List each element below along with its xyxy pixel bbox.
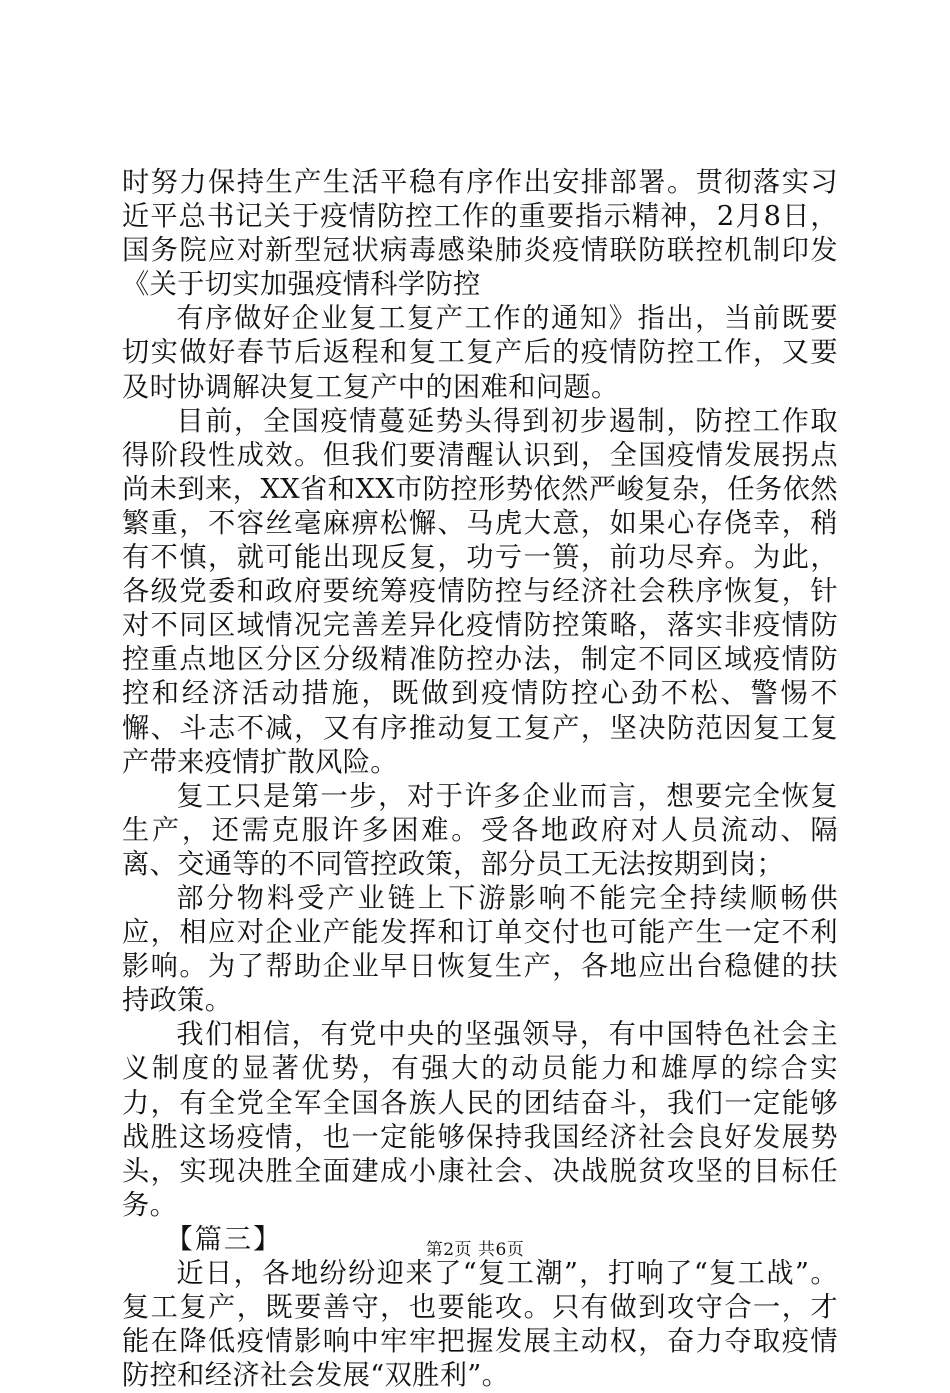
paragraph-continuation: 时努力保持生产生活平稳有序作出安排部署。贯彻落实习近平总书记关于疫情防控工作的重要指示精神，2月8日，国务院应对新型冠状病毒感染肺炎疫情联防联控机制印发《关于切实加强疫情科学防控 (122, 167, 838, 301)
paragraph-notice: 有序做好企业复工复产工作的通知》指出，当前既要切实做好春节后返程和复工复产后的疫情防控工作，又要及时协调解决复工复产中的困难和问题。 (122, 303, 838, 403)
paragraph-supply-chain: 部分物料受产业链上下游影响不能完全持续顺畅供应，相应对企业产能发挥和订单交付也可能产生一定不利影响。为了帮助企业早日恢复生产，各地应出台稳健的扶持政策。 (122, 882, 838, 1017)
page-number-footer: 第2页 共6页 (425, 1240, 525, 1260)
document-body (122, 166, 838, 1393)
paragraph-resumption-wave: 近日，各地纷纷迎来了“复工潮”，打响了“复工战”。复工复产，既要善守，也要能攻。只有做到攻守合一，才能在降低疫情影响中牢牢把握发展主动权，奋力夺取疫情防控和经济社会发展“双胜利”。 (122, 1258, 838, 1392)
paragraph-confidence: 我们相信，有党中央的坚强领导，有中国特色社会主义制度的显著优势，有强大的动员能力和雄厚的综合实力，有全党全军全国各族人民的团结奋斗，我们一定能够战胜这场疫情，也一定能够保持我国经济社会良好发展势头，实现决胜全面建成小康社会、决战脱贫攻坚的目标任务。 (122, 1019, 838, 1221)
paragraph-resumption-first-step: 复工只是第一步，对于许多企业而言，想要完全恢复生产，还需克服许多困难。受各地政府对人员流动、隔离、交通等的不同管控政策，部分员工无法按期到岗； (122, 780, 838, 880)
section-heading: 【篇三】 (165, 1223, 283, 1255)
paragraph-current-situation: 目前，全国疫情蔓延势头得到初步遏制，防控工作取得阶段性成效。但我们要清醒认识到，全国疫情发展拐点尚未到来，XX省和XX市防控形势依然严峻复杂，任务依然繁重，不容丝毫麻痹松懈、马虎大意，如果心存侥幸，稍有不慎，就可能出现反复，功亏一篑，前功尽弃。为此，各级党委和政府要统筹疫情防控与经济社会秩序恢复，针对不同区域情况完善差异化疫情防控策略，落实非疫情防控重点地区分区分级精准防控办法，制定不同区域疫情防控和经济活动措施，既做到疫情防控心劲不松、警惕不懈、斗志不减，又有序推动复工复产，坚决防范因复工复产带来疫情扩散风险。 (122, 405, 838, 778)
